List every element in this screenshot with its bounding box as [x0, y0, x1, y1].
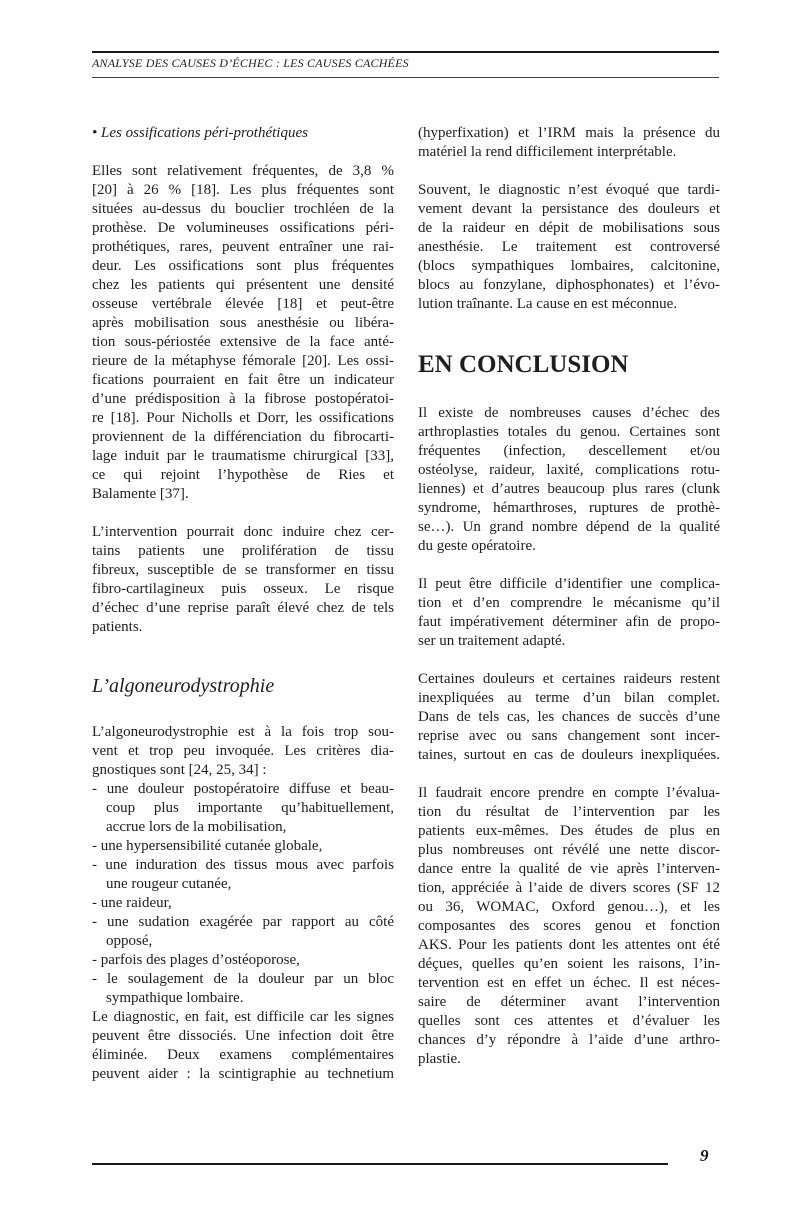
- text-line: Balamente [37].: [92, 486, 189, 502]
- text-line: tion, appréciée à l’aide de divers scores (SF 12: [418, 880, 720, 896]
- text-line: [20] à 26 % [18]. Les plus fréquentes sont: [92, 182, 394, 198]
- list-line: - parfois des plages d’ostéoporose,: [92, 952, 300, 968]
- text-line: inexpliquées au terme d’un bilan complet.: [418, 690, 720, 706]
- list-line: - une raideur,: [92, 895, 172, 911]
- text-line: anesthésie. Le traitement est controversé: [418, 239, 720, 255]
- text-line: plus nombreuses ont révélé une nette discor-: [418, 842, 720, 858]
- text-line: se…). Un grand nombre dépend de la qualité: [418, 519, 720, 535]
- text-line: patients.: [92, 619, 143, 635]
- text-line: plastie.: [418, 1051, 461, 1067]
- text-line: peuvent être dissociés. Une infection doit être: [92, 1028, 394, 1044]
- text-line: Il existe de nombreuses causes d’échec des: [418, 405, 720, 421]
- text-line: tains patients une prolifération de tissu: [92, 543, 394, 559]
- text-line: du geste opératoire.: [418, 538, 536, 554]
- right-column: [418, 124, 720, 1069]
- text-line: Souvent, le diagnostic n’est évoqué que tardi-: [418, 182, 720, 198]
- text-line: peuvent aider : la scintigraphie au technetium: [92, 1066, 394, 1082]
- text-line: ou 36, WOMAC, Oxford genou…), et les: [418, 899, 720, 915]
- ossifications-subheading: • Les ossifications péri-prothétiques: [92, 125, 308, 141]
- text-line: gnostiques sont [24, 25, 34] :: [92, 762, 267, 778]
- running-head: ANALYSE DES CAUSES D’ÉCHEC : LES CAUSES CACHÉES: [92, 56, 409, 70]
- text-line: Dans de tels cas, les chances de succès d’une: [418, 709, 720, 725]
- text-line: éliminée. Deux examens complémentaires: [92, 1047, 394, 1063]
- conclusion-paragraph-3: [418, 670, 720, 765]
- text-line: composantes des scores genou et fonction: [418, 918, 720, 934]
- algoneurodystrophy-heading: L’algoneurodystrophie: [92, 675, 275, 697]
- text-line: tervention est en effet un échec. Il est néces-: [418, 975, 720, 991]
- text-line: Le diagnostic, en fait, est difficile car les signes: [92, 1009, 394, 1025]
- conclusion-paragraph-2: [418, 575, 720, 651]
- left-column: [92, 124, 394, 1084]
- conclusion-title: EN CONCLUSION: [418, 351, 629, 378]
- text-line: d’une prédisposition à la fibrose postopératoi-: [92, 391, 394, 407]
- text-line: AKS. Pour les patients dont les attentes ont été: [418, 937, 720, 953]
- text-line: lution traînante. La cause en est méconnue.: [418, 296, 678, 312]
- list-line: une rougeur cutanée,: [106, 876, 232, 892]
- text-line: osseuse vertébrale élevée [18] et peut-être: [92, 296, 394, 312]
- text-line: chez les patients qui présentent une densité: [92, 277, 394, 293]
- text-line: tion du résultat de l’intervention par les: [418, 804, 720, 820]
- text-line: quelles sont ces attentes et d’évaluer les: [418, 1013, 720, 1029]
- footer-rule: [92, 1163, 668, 1165]
- text-line: fibro-cartilagineux puis osseux. Le risque: [92, 581, 394, 597]
- list-line: - une douleur postopératoire diffuse et beau-: [92, 781, 394, 797]
- text-line: tion et d’en comprendre le mécanisme qu’il: [418, 595, 720, 611]
- text-line: lage induit par le traumatisme chirurgical [33],: [92, 448, 394, 464]
- algoneurodystrophy-intro: [92, 723, 394, 780]
- text-line: déçues, quelles qu’en soient les raisons, l’in-: [418, 956, 720, 972]
- text-line: vement devant la persistance des douleurs et: [418, 201, 720, 217]
- text-line: Il peut être difficile d’identifier une complica-: [418, 576, 720, 592]
- text-line: Il faudrait encore prendre en compte l’évalua-: [418, 785, 720, 801]
- list-line: opposé,: [106, 933, 153, 949]
- text-line: matériel la rend difficilement interprétable.: [418, 144, 677, 160]
- list-line: sympathique lombaire.: [106, 990, 244, 1006]
- diagnostic-criteria-list: [92, 780, 394, 1008]
- header-top-rule: [92, 51, 719, 53]
- text-line: syndrome, hémarthroses, ruptures de prothè-: [418, 500, 720, 516]
- text-line: ce qui rejoint l’hypothèse de Ries et: [92, 467, 394, 483]
- text-line: deur. Les ossifications sont plus fréquentes: [92, 258, 394, 274]
- text-line: fibreux, susceptible de se transformer en tissu: [92, 562, 394, 578]
- text-line: ostéolyse, raideur, laxité, complications rotu-: [418, 462, 720, 478]
- text-line: après mobilisation sous anesthésie ou libéra-: [92, 315, 394, 331]
- text-line: patients eux-mêmes. Des études de plus en: [418, 823, 720, 839]
- text-line: Certaines douleurs et certaines raideurs restent: [418, 671, 720, 687]
- text-line: arthroplasties totales du genou. Certaines sont: [418, 424, 720, 440]
- text-line: (hyperfixation) et l’IRM mais la présence du: [418, 125, 720, 141]
- text-line: ser un traitement adapté.: [418, 633, 566, 649]
- list-line: - le soulagement de la douleur par un bloc: [92, 971, 394, 987]
- diagnosis-delay-paragraph: [418, 181, 720, 314]
- list-line: accrue lors de la mobilisation,: [106, 819, 287, 835]
- text-line: d’échec d’une reprise paraît élevé chez de tels: [92, 600, 394, 616]
- text-line: tion sous-périostée extensive de la face anté-: [92, 334, 394, 350]
- text-line: situées au-dessus du bouclier trochléen de la: [92, 201, 394, 217]
- algoneurodystrophy-continued-paragraph: [418, 124, 720, 162]
- text-line: re [18]. Pour Nicholls et Dorr, les ossifications: [92, 410, 394, 426]
- text-line: prothèse. De volumineuses ossifications péri-: [92, 220, 394, 236]
- text-line: prothétiques, rares, peuvent entraîner une rai-: [92, 239, 394, 255]
- list-line: - une induration des tissus mous avec parfois: [92, 857, 394, 873]
- text-line: L’intervention pourrait donc induire chez cer-: [92, 524, 394, 540]
- list-line: coup plus importante qu’habituellement,: [106, 800, 394, 816]
- text-line: reprise avec ou sans changement sont incer-: [418, 728, 720, 744]
- text-line: de la raideur en dépit de mobilisations sous: [418, 220, 720, 236]
- page-number: 9: [700, 1146, 709, 1165]
- text-line: fréquentes (infection, descellement et/ou: [418, 443, 720, 459]
- text-line: faut impérativement déterminer afin de propo-: [418, 614, 720, 630]
- text-line: fications pourraient en fait être un indicateur: [92, 372, 394, 388]
- text-line: blocs au fonzylane, diphosphonates) et l’évo-: [418, 277, 720, 293]
- text-line: taines, surtout en cas de douleurs inexpliquées.: [418, 747, 720, 763]
- text-line: liennes) et d’autres beaucoup plus rares (clunk: [418, 481, 720, 497]
- text-line: Elles sont relativement fréquentes, de 3,8 %: [92, 163, 394, 179]
- text-line: vent et trop peu invoquée. Les critères dia-: [92, 743, 394, 759]
- ossifications-paragraph-1: [92, 162, 394, 504]
- text-line: saire de déterminer avant l’intervention: [418, 994, 720, 1010]
- text-line: (blocs sympathiques lombaires, calcitonine,: [418, 258, 720, 274]
- text-line: rieure de la métaphyse fémorale [20]. Les ossi-: [92, 353, 394, 369]
- conclusion-paragraph-4: [418, 784, 720, 1069]
- list-line: - une sudation exagérée par rapport au côté: [92, 914, 394, 930]
- header-bottom-rule: [92, 77, 719, 78]
- ossifications-paragraph-2: [92, 523, 394, 637]
- text-line: L’algoneurodystrophie est à la fois trop sou-: [92, 724, 394, 740]
- list-line: - une hypersensibilité cutanée globale,: [92, 838, 323, 854]
- text-line: chances d’y répondre à l’aide d’une arthro-: [418, 1032, 720, 1048]
- text-line: proviennent de la différenciation du fibrocarti-: [92, 429, 394, 445]
- text-line: dance entre la qualité de vie après l’interven-: [418, 861, 720, 877]
- algoneurodystrophy-diagnosis-paragraph: [92, 1008, 394, 1084]
- conclusion-paragraph-1: [418, 404, 720, 556]
